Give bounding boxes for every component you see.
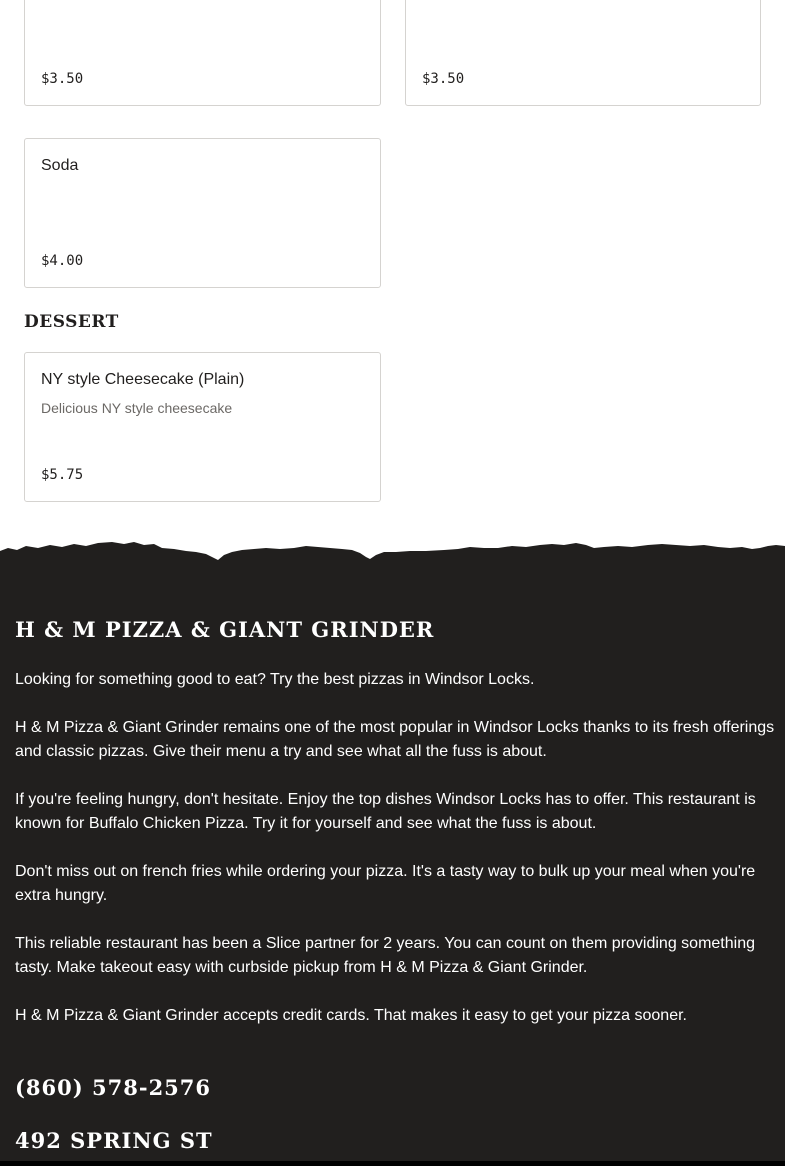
menu-item-card-soda[interactable] (24, 138, 381, 288)
menu-item-price: $5.75 (41, 467, 84, 483)
section-title-dessert: DESSERT (24, 312, 119, 332)
menu-item-price: $4.00 (41, 253, 84, 269)
menu-section (0, 0, 785, 545)
footer-paragraph: If you're feeling hungry, don't hesitate. Enjoy the top dishes Windsor Locks has to offer. This restaurant is known for Buffalo Chicken Pizza. Try it for yourself and see what the fuss is about. (15, 791, 756, 832)
footer-paragraph: This reliable restaurant has been a Slice partner for 2 years. You can count on them providing something tasty. Make takeout easy with curbside pickup from H & M Pizza & Giant Grinder. (15, 935, 755, 976)
footer-description (15, 668, 775, 1052)
address-link[interactable]: 492 SPRING ST (15, 1128, 213, 1153)
phone-link[interactable]: (860) 578-2576 (15, 1075, 212, 1100)
bottom-edge-strip (0, 1161, 785, 1166)
restaurant-footer (0, 540, 785, 1166)
footer-paragraph: H & M Pizza & Giant Grinder remains one of the most popular in Windsor Locks thanks to its fresh offerings and classic pizzas. Give their menu a try and see what all the fuss is about. (15, 719, 775, 760)
menu-item-card[interactable] (24, 0, 381, 106)
menu-item-price: $3.50 (422, 71, 465, 87)
menu-item-card[interactable] (405, 0, 761, 106)
footer-paragraph: Don't miss out on french fries while ordering your pizza. It's a tasty way to bulk up your meal when you're extra hungry. (15, 863, 756, 904)
menu-item-name: Soda (41, 157, 79, 174)
footer-restaurant-name: H & M PIZZA & GIANT GRINDER (15, 617, 435, 642)
footer-paragraph: H & M Pizza & Giant Grinder accepts credit cards. That makes it easy to get your pizza sooner. (15, 1007, 687, 1024)
menu-item-card-cheesecake[interactable] (24, 352, 381, 502)
footer-paragraph: Looking for something good to eat? Try the best pizzas in Windsor Locks. (15, 671, 535, 688)
menu-item-name: NY style Cheesecake (Plain) (41, 371, 245, 388)
menu-item-description: Delicious NY style cheesecake (41, 400, 233, 416)
footer-body (0, 562, 785, 1166)
menu-item-price: $3.50 (41, 71, 84, 87)
